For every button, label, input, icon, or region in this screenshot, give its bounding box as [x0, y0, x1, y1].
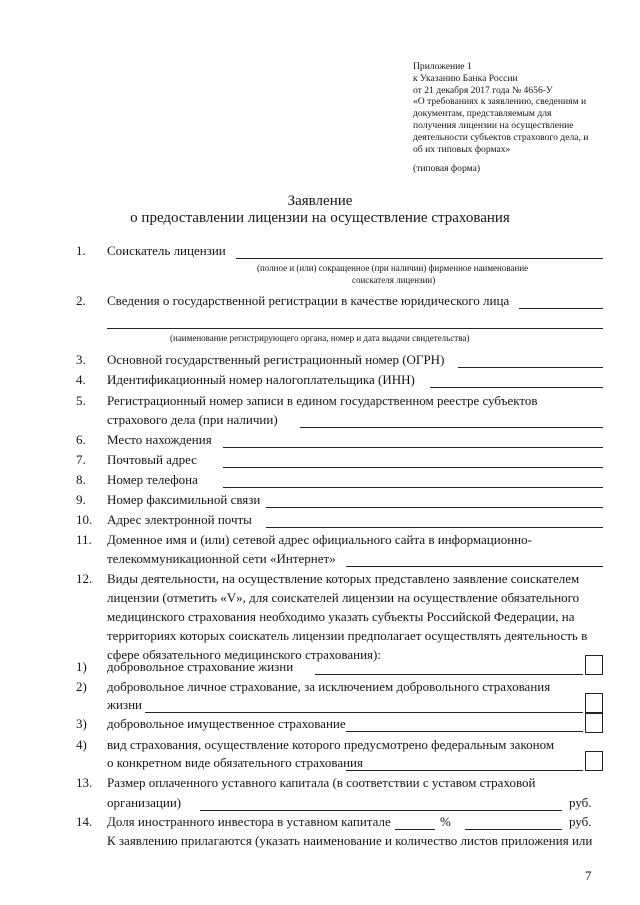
property-insurance-checkbox[interactable] [585, 713, 603, 733]
document-title: Заявление [287, 193, 353, 209]
appendix-line: об их типовых формах» [413, 143, 511, 155]
mandatory-insurance-checkbox[interactable] [585, 751, 603, 771]
appendix-line: «О требованиях к заявлению, сведениям и [413, 96, 587, 108]
fax-input-line[interactable] [266, 507, 603, 508]
email-label: Адрес электронной почты [107, 512, 252, 527]
personal-insurance-line [145, 712, 583, 713]
activities-text: сфере обязательного медицинского страхования): [107, 647, 381, 662]
appendix-line: документам, представляемым для [413, 108, 552, 120]
website-input-line[interactable] [346, 566, 603, 567]
foreign-share-percent-line[interactable] [395, 829, 435, 830]
email-input-line[interactable] [266, 527, 603, 528]
life-insurance-checkbox[interactable] [585, 655, 603, 675]
applicant-label: Соискатель лицензии [107, 243, 226, 258]
ogrn-input-line[interactable] [458, 367, 603, 368]
activities-text: Виды деятельности, на осуществление которых представлено заявление соискателем [107, 571, 580, 586]
phone-input-line[interactable] [223, 487, 603, 488]
location-label: Место нахождения [107, 432, 212, 447]
website-label-2: телекоммуникационной сети «Интернет» [107, 551, 336, 566]
appendix-line: от 21 декабря 2017 года № 4656-У [413, 84, 553, 96]
website-label: Доменное имя и (или) сетевой адрес официального сайта в информационно- [107, 532, 532, 547]
capital-input-line[interactable] [200, 810, 562, 811]
appendix-line: получения лицензии на осуществление [413, 119, 574, 131]
activities-text: территориях которых соискатель лицензии предполагает осуществлять деятельность в [107, 628, 588, 643]
appendix-header [413, 61, 588, 155]
sub-item-number: 1) [76, 659, 87, 674]
personal-insurance-label: добровольное личное страхование, за исключением добровольного страхования [107, 679, 551, 694]
applicant-input-line[interactable] [236, 258, 603, 259]
registry-label-2: страхового дела (при наличии) [107, 412, 278, 427]
currency-unit: руб. [569, 814, 592, 829]
inn-input-line[interactable] [430, 387, 603, 388]
form-type-label: (типовая форма) [413, 163, 481, 174]
activities-text: медицинского страхования необходимо указать субъекты Российской Федерации, на [107, 609, 575, 624]
item-number: 10. [76, 512, 93, 527]
item-number: 3. [76, 352, 86, 367]
mandatory-insurance-label: вид страхования, осуществление которого предусмотрено федеральным законом [107, 737, 555, 752]
sub-item-number: 3) [76, 716, 87, 731]
percent-sign: % [440, 814, 451, 829]
capital-label: Размер оплаченного уставного капитала (в соответствии с уставом страховой [107, 775, 536, 790]
item-number: 5. [76, 393, 86, 408]
applicant-hint: (полное и (или) сокращенное (при наличии) фирменное наименование [257, 263, 529, 273]
item-number: 9. [76, 492, 86, 507]
item-number: 4. [76, 372, 86, 387]
mandatory-insurance-line [346, 770, 583, 771]
item-number: 1. [76, 243, 86, 258]
property-insurance-line [346, 731, 583, 732]
postal-address-label: Почтовый адрес [107, 452, 197, 467]
item-number: 7. [76, 452, 86, 467]
appendix-line: деятельности субъектов страхового дела, и [413, 131, 589, 143]
foreign-share-amount-line[interactable] [465, 829, 562, 830]
page-number: 7 [585, 868, 592, 883]
item-number: 8. [76, 472, 86, 487]
registration-input-line-2[interactable] [107, 328, 603, 329]
registry-input-line[interactable] [300, 427, 603, 428]
item-number: 14. [76, 814, 93, 829]
item-number: 11. [76, 532, 92, 547]
item-number: 13. [76, 775, 93, 790]
currency-unit: руб. [569, 795, 592, 810]
phone-label: Номер телефона [107, 472, 198, 487]
mandatory-insurance-label-2: о конкретном виде обязательного страхования [107, 755, 363, 770]
registration-label: Сведения о государственной регистрации в качестве юридического лица [107, 293, 510, 308]
personal-insurance-label-2: жизни [107, 697, 142, 712]
appendix-line: к Указанию Банка России [413, 72, 518, 84]
applicant-hint: соискателя лицензии) [352, 275, 436, 285]
registry-label: Регистрационный номер записи в едином государственном реестре субъектов [107, 393, 538, 408]
fax-label: Номер факсимильной связи [107, 492, 261, 507]
personal-insurance-checkbox[interactable] [585, 693, 603, 713]
sub-item-number: 2) [76, 679, 87, 694]
item-number: 2. [76, 293, 86, 308]
ogrn-label: Основной государственный регистрационный номер (ОГРН) [107, 352, 445, 367]
foreign-share-label: Доля иностранного инвестора в уставном капитале [107, 814, 391, 829]
inn-label: Идентификационный номер налогоплательщика (ИНН) [107, 372, 415, 387]
property-insurance-label: добровольное имущественное страхование [107, 716, 346, 731]
activities-text: лицензии (отметить «V», для соискателей лицензии на осуществление обязательного [107, 590, 580, 605]
capital-label-2: организации) [107, 795, 182, 810]
location-input-line[interactable] [223, 447, 603, 448]
sub-item-number: 4) [76, 737, 87, 752]
postal-address-input-line[interactable] [223, 467, 603, 468]
appendix-line: Приложение 1 [413, 61, 472, 72]
registration-input-line[interactable] [519, 308, 603, 309]
life-insurance-line [315, 674, 583, 675]
life-insurance-label: добровольное страхование жизни [107, 659, 294, 674]
document-subtitle: о предоставлении лицензии на осуществление страхования [130, 210, 510, 226]
registration-hint: (наименование регистрирующего органа, номер и дата выдачи свидетельства) [170, 333, 470, 343]
attachments-text: К заявлению прилагаются (указать наименование и количество листов приложения или [107, 833, 593, 848]
item-number: 6. [76, 432, 86, 447]
item-number: 12. [76, 571, 93, 586]
